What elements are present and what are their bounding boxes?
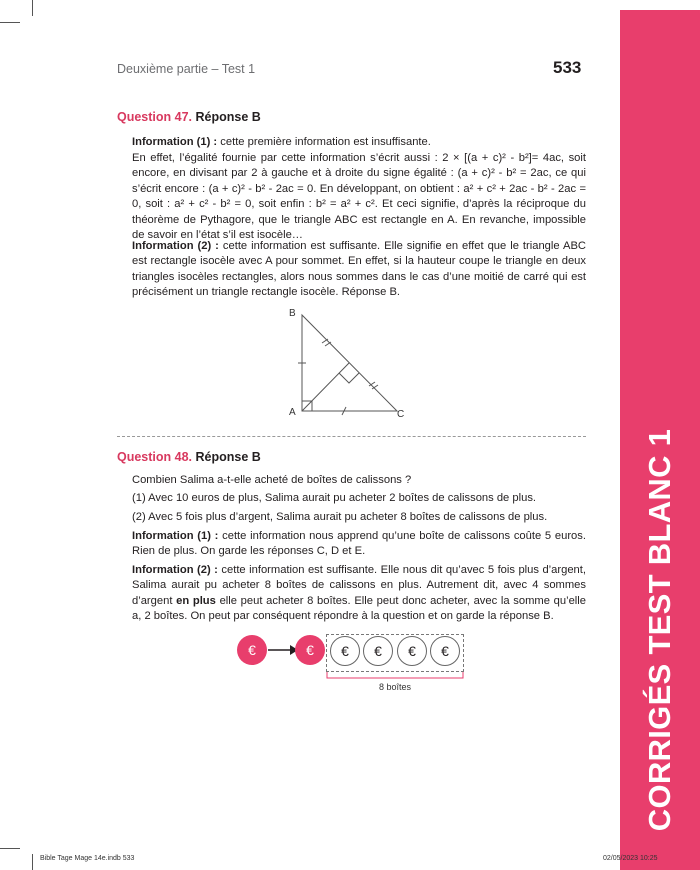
q47-info2: Information (2) : cette information est suffisante. Elle signifie en effet que le triangle ABC est rectangle isocèle avec A pour sommet. En effet, si la hauteur coupe le triangle en deux triangles isocèles rectangles, alors nous sommes dans le cas d’une moitié de carré qui est précisément un triangle rectangle isocèle. Réponse B. <box>132 240 586 299</box>
answer-label: Réponse B <box>195 450 261 464</box>
running-header: Deuxième partie – Test 1 <box>117 62 256 76</box>
euro-coin-icon: € <box>295 635 325 665</box>
question-number: Question 48. <box>117 450 193 464</box>
vertex-label-b: B <box>289 308 296 319</box>
q47-explanation: En effet, l’égalité fournie par cette information s’écrit aussi : 2 × [(a + c)² - b²]= 4ac, soit encore, en divisant par 2 à gauche et à droite du signe égalité : (a + c)² - b² = 2ac, ce qui s’écrit encore : (a + c)² - b² - 2ac = 0. En développant, on obtient : a² + c² + 2ac - b² - 2ac = 0, soit : a² + c² - b² = 0, soit enfin : b² = a² + c². Et ceci signifie, d’après la réciproque du théorème de Pythagore, que le triangle ABC est rectangle en A. En revanche, impossible de savoir en l’état s’il est isocèle… <box>132 152 586 242</box>
footer-date: 02/05/2023 10:25 <box>603 855 658 862</box>
brace-icon <box>326 672 464 682</box>
question-48-title <box>117 450 261 464</box>
info-label: Information (1) : <box>132 530 219 542</box>
info-label: Information (2) : <box>132 240 219 252</box>
triangle-height <box>302 363 349 411</box>
euro-coin-icon: € <box>363 636 393 666</box>
euro-coin-icon: € <box>237 635 267 665</box>
q47-info1: Information (1) : cette première information est insuffisante. <box>132 136 431 148</box>
page-number: 533 <box>553 58 582 77</box>
euro-coin-icon: € <box>397 636 427 666</box>
crop-mark <box>0 22 20 23</box>
euro-coin-icon: € <box>330 636 360 666</box>
vertex-label-c: C <box>397 409 405 420</box>
q48-statement-1: (1) Avec 10 euros de plus, Salima aurait pu acheter 2 boîtes de calissons de plus. <box>132 492 537 504</box>
question-number: Question 47. <box>117 110 193 124</box>
q48-info2: Information (2) : cette information est suffisante. Elle nous dit qu’avec 5 fois plus d’argent, Salima aurait pu acheter 8 boîtes de calissons en plus. Autrement dit, avec 4 sommes d’argent en plus elle peut acheter 8 boîtes. Elle peut donc acheter, avec la somme qu’elle a, 2 boîtes. On peut par conséquent répondre à la question et on garde la réponse B. <box>132 564 586 623</box>
arrow-right-icon <box>268 644 298 656</box>
question-47-title <box>117 110 261 124</box>
sidebar-label: CORRIGÉS TEST BLANC 1 <box>642 428 677 832</box>
q48-info1: Information (1) : cette information nous apprend qu’une boîte de calissons coûte 5 euros. Rien de plus. On garde les réponses C, D et E. <box>132 530 586 558</box>
crop-mark <box>0 848 20 849</box>
info-label: Information (1) : <box>132 136 218 148</box>
section-divider <box>117 436 586 437</box>
brace-label: 8 boîtes <box>378 682 412 692</box>
euro-coin-icon: € <box>430 636 460 666</box>
crop-mark <box>32 0 33 16</box>
q48-question: Combien Salima a-t-elle acheté de boîtes de calissons ? <box>132 474 412 486</box>
answer-label: Réponse B <box>195 110 261 124</box>
vertex-label-a: A <box>289 407 296 418</box>
footer-file: Bible Tage Mage 14e.indb 533 <box>40 855 135 862</box>
crop-mark <box>32 854 33 870</box>
q48-statement-2: (2) Avec 5 fois plus d’argent, Salima aurait pu acheter 8 boîtes de calissons de plus. <box>132 511 548 523</box>
right-angle-mark-h <box>339 373 359 383</box>
triangle-figure <box>285 303 415 428</box>
info-label: Information (2) : <box>132 564 218 576</box>
